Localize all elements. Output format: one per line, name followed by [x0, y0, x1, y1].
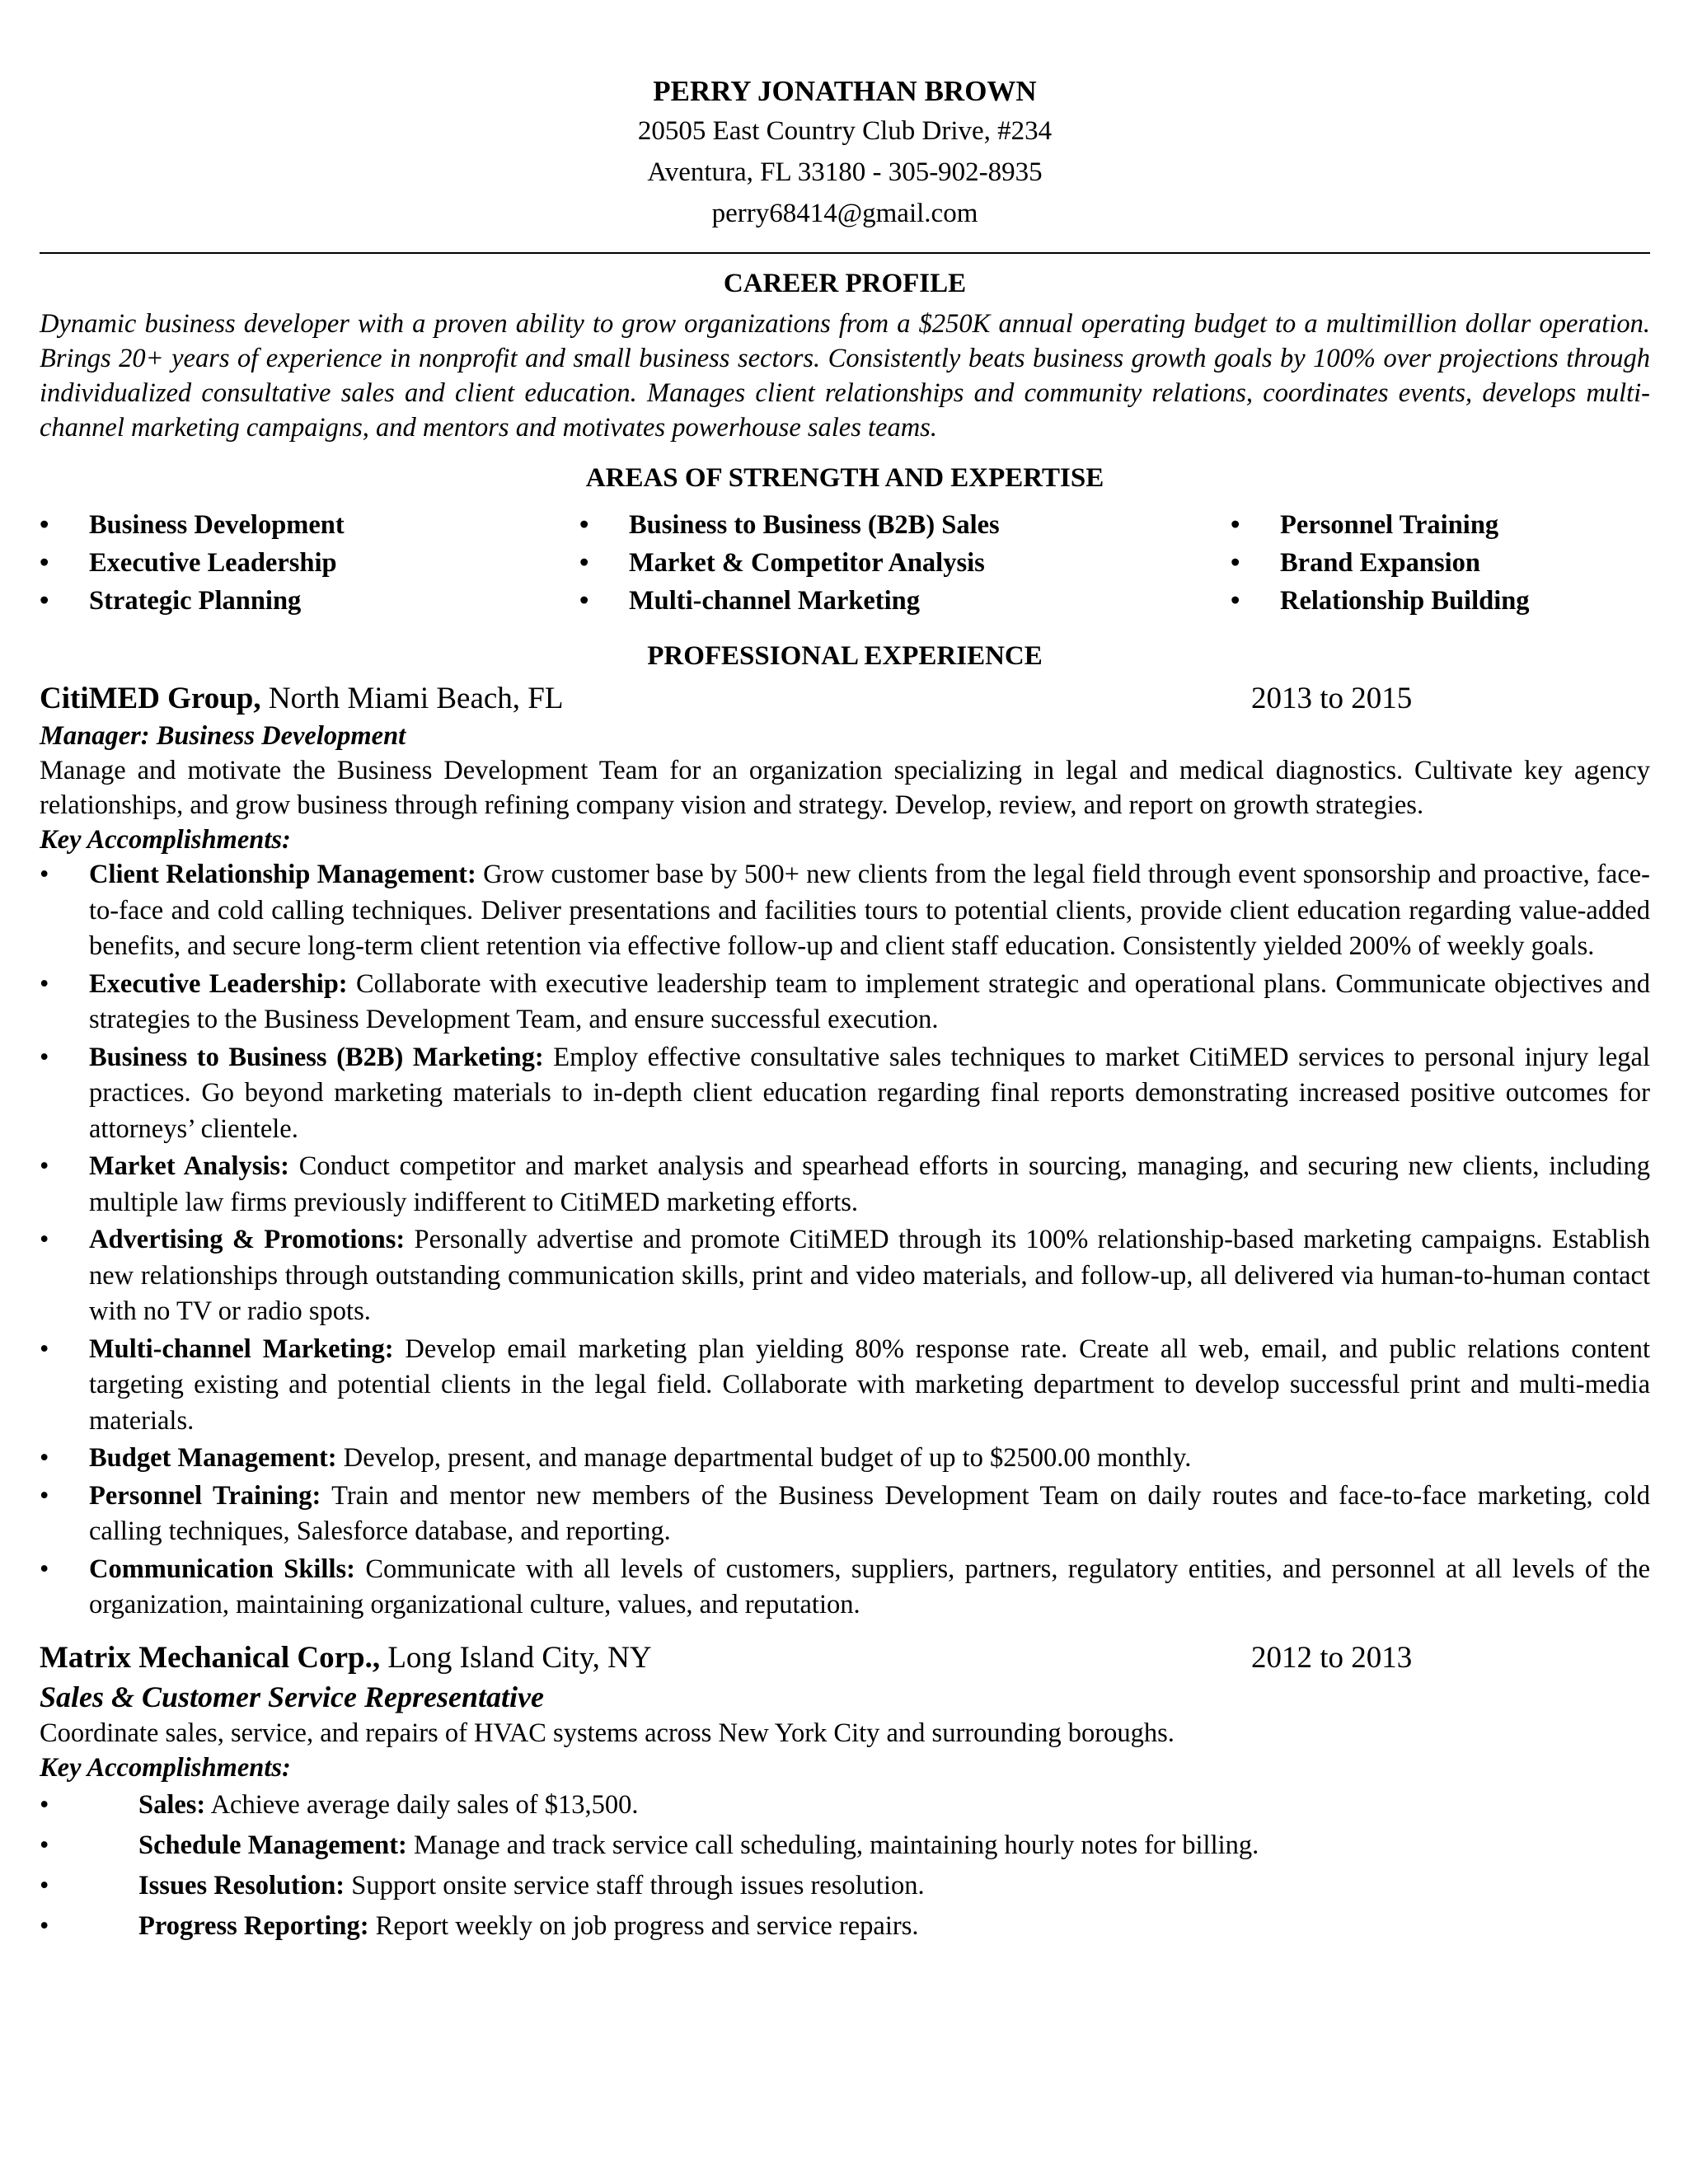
strengths-heading: AREAS OF STRENGTH AND EXPERTISE — [585, 463, 1104, 493]
strengths-list — [40, 506, 1650, 620]
strengths-column-2 — [579, 506, 1231, 620]
company-name: Matrix Mechanical Corp., — [40, 1640, 381, 1675]
accomplishment-item: • Sales: Achieve average daily sales of $13,500. — [40, 1785, 1650, 1825]
job-dates: 2013 to 2015 — [1251, 682, 1413, 715]
experience-heading: PROFESSIONAL EXPERIENCE — [647, 641, 1043, 671]
strength-item: • Personnel Training — [1231, 506, 1643, 544]
strength-item: • Market & Competitor Analysis — [579, 544, 1231, 582]
career-profile-text: Dynamic business developer with a proven ability to grow organizations from a $250K annual operating budget to a multimillion dollar operation. Brings 20+ years of experience in nonprofit and small business sectors. Consistently beats business growth goals by 100% over projections through individualized consultative sales and client education. Manages client relationships and community relations, coordinates events, develops multi-channel marketing campaigns, and mentors and motivates powerhouse sales teams. — [40, 309, 1650, 443]
resume-page — [40, 73, 1650, 1947]
job-title: Manager: Business Development — [40, 721, 406, 751]
header-divider — [40, 252, 1650, 254]
strength-item: • Executive Leadership — [40, 544, 579, 582]
accomplishment-item: • Executive Leadership: Collaborate with executive leadership team to implement strategic and operational plans. Communicate objectives and strategies to the Business Development Team, and ensure successful execution. — [40, 967, 1650, 1038]
strength-item: • Brand Expansion — [1231, 544, 1643, 582]
strengths-column-1 — [40, 506, 579, 620]
accomplishment-item: • Schedule Management: Manage and track service call scheduling, maintaining hourly notes for billing. — [40, 1825, 1650, 1866]
accomplishment-item: • Budget Management: Develop, present, and manage departmental budget of up to $2500.00 monthly. — [40, 1441, 1650, 1477]
job-description: Coordinate sales, service, and repairs of HVAC systems across New York City and surrounding boroughs. — [40, 1718, 1175, 1748]
address-line-1: 20505 East Country Club Drive, #234 — [637, 116, 1053, 146]
strength-item: • Multi-channel Marketing — [579, 582, 1231, 620]
strength-item: • Business to Business (B2B) Sales — [579, 506, 1231, 544]
job-entry — [40, 1638, 1650, 1947]
job-dates: 2012 to 2013 — [1251, 1640, 1413, 1675]
strength-item: • Strategic Planning — [40, 582, 579, 620]
accomplishment-item: • Business to Business (B2B) Marketing: Employ effective consultative sales techniques to market CitiMED services to personal injury legal practices. Go beyond marketing materials to in-depth client education regarding final reports demonstrating increased positive outcomes for attorneys’ clientele. — [40, 1040, 1650, 1148]
accomplishment-item: • Market Analysis: Conduct competitor and market analysis and spearhead efforts in sourcing, managing, and securing new clients, including multiple law firms previously indifferent to CitiMED marketing efforts. — [40, 1149, 1650, 1221]
job-entry — [40, 679, 1650, 1624]
accomplishment-item: • Issues Resolution: Support onsite service staff through issues resolution. — [40, 1866, 1650, 1906]
accomplishment-item: • Progress Reporting: Report weekly on job progress and service repairs. — [40, 1906, 1650, 1947]
accomplishment-item: • Advertising & Promotions: Personally advertise and promote CitiMED through its 100% relationship-based marketing campaigns. Establish new relationships through outstanding communication skills, print and video materials, and follow-up, all delivered via human-to-human contact with no TV or radio spots. — [40, 1222, 1650, 1330]
candidate-name: PERRY JONATHAN BROWN — [653, 75, 1037, 107]
strength-item: • Relationship Building — [1231, 582, 1643, 620]
career-profile-heading: CAREER PROFILE — [723, 269, 967, 298]
job-location: Long Island City, NY — [380, 1640, 652, 1675]
strength-item: • Business Development — [40, 506, 579, 544]
accomplishments-list — [40, 1785, 1650, 1947]
address-line-2: Aventura, FL 33180 - 305-902-8935 — [647, 157, 1043, 187]
company-name: CitiMED Group, — [40, 682, 261, 715]
email-address: perry68414@gmail.com — [711, 199, 978, 228]
accomplishment-item: • Personnel Training: Train and mentor new members of the Business Development Team on daily routes and face-to-face marketing, cold calling techniques, Salesforce database, and reporting. — [40, 1479, 1650, 1550]
accomplishments-list — [40, 857, 1650, 1624]
job-title: Sales & Customer Service Representative — [40, 1680, 544, 1713]
resume-header — [40, 73, 1650, 234]
job-description: Manage and motivate the Business Development Team for an organization specializing in legal and medical diagnostics. Cultivate key agency relationships, and grow business through refining company vision and strategy. Develop, review, and report on growth strategies. — [40, 756, 1650, 820]
job-location: North Miami Beach, FL — [260, 682, 564, 715]
job-header — [40, 1638, 1650, 1678]
strengths-column-3 — [1231, 506, 1643, 620]
accomplishment-item: • Client Relationship Management: Grow customer base by 500+ new clients from the legal field through event sponsorship and proactive, face-to-face and cold calling techniques. Deliver presentations and facilities tours to potential clients, provide client education regarding value-added benefits, and secure long-term client retention via effective follow-up and client staff education. Consistently yielded 200% of weekly goals. — [40, 857, 1650, 965]
accomplishments-label: Key Accomplishments: — [40, 1752, 291, 1783]
job-header — [40, 679, 1650, 719]
accomplishment-item: • Communication Skills: Communicate with all levels of customers, suppliers, partners, regulatory entities, and personnel at all levels of the organization, maintaining organizational culture, values, and reputation. — [40, 1552, 1650, 1624]
accomplishment-item: • Multi-channel Marketing: Develop email marketing plan yielding 80% response rate. Create all web, email, and public relations content targeting existing and potential clients in the legal field. Collaborate with marketing department to develop successful print and multi-media materials. — [40, 1332, 1650, 1440]
accomplishments-label: Key Accomplishments: — [40, 825, 291, 855]
